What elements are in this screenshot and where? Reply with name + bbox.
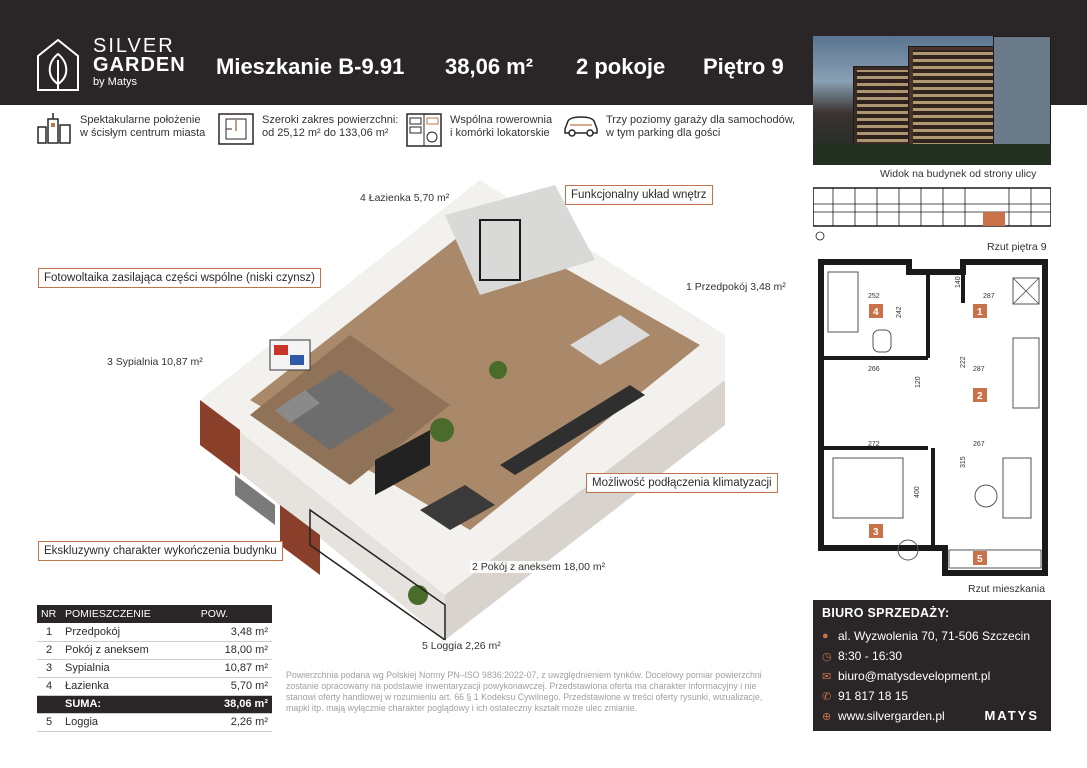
row-area: 3,48 m² [197, 623, 272, 641]
brand-line2: GARDEN [93, 54, 186, 76]
feature-text2: od 25,12 m² do 133,06 m² [262, 127, 389, 139]
feature-text1: Spektakularne położenie [80, 114, 201, 126]
city-icon [36, 113, 74, 145]
feature-location [80, 114, 205, 140]
phone-icon: ✆ [822, 690, 832, 703]
dimension-label: 222 [960, 356, 967, 368]
row-nr: 1 [37, 623, 61, 641]
dimension-label: 315 [960, 456, 967, 468]
row-room: Sypialnia [61, 659, 197, 677]
room-number-badge: 3 [873, 527, 879, 538]
room-label-loggia: 5 Loggia 2,26 m² [422, 640, 501, 652]
globe-icon: ⊕ [822, 710, 832, 723]
dimension-label: 120 [915, 376, 922, 388]
room-number-badge: 4 [873, 307, 879, 318]
dimension-label: 252 [868, 293, 880, 300]
room-number-badge: 1 [977, 307, 983, 318]
table-sum-row [37, 695, 272, 713]
room-label-bath: 4 Łazienka 5,70 m² [360, 192, 450, 204]
apartment-area: 38,06 m² [445, 54, 534, 79]
sum-value: 38,06 m² [197, 695, 272, 713]
unit-caption: Rzut mieszkania [968, 583, 1046, 595]
bicycle-storage-icon [406, 113, 442, 147]
row-nr: 2 [37, 641, 61, 659]
dimension-label: 267 [973, 441, 985, 448]
row-nr: 5 [37, 713, 61, 731]
sales-office-box [813, 600, 1051, 731]
office-address: al. Wyzwolenia 70, 71-506 Szczecin [838, 629, 1030, 643]
matys-logo: MATYS [984, 708, 1039, 723]
table-header-area: POW. [197, 605, 272, 623]
room-label-bedroom: 3 Sypialnia 10,87 m² [107, 356, 203, 368]
feature-bike-room [450, 114, 552, 140]
callout-layout: Funkcjonalny układ wnętrz [565, 185, 713, 205]
row-area: 5,70 m² [197, 677, 272, 695]
dimension-label: 272 [868, 441, 880, 448]
row-room: Pokój z aneksem [61, 641, 197, 659]
apartment-id: Mieszkanie B-9.91 [216, 54, 405, 79]
unit-floor-plan [813, 258, 1051, 583]
dimension-label: 242 [896, 306, 903, 318]
office-email[interactable]: biuro@matysdevelopment.pl [838, 669, 991, 683]
building-photo [813, 36, 1051, 165]
row-room: Łazienka [61, 677, 197, 695]
dimension-label: 266 [868, 366, 880, 373]
feature-text2: w ścisłym centrum miasta [80, 127, 206, 139]
disclaimer-note: Powierzchnia podana wg Polskiej Normy PN–ISO 9836:2022-07, z uwzględnieniem tynków. Docelowy pomiar powierzchni zostanie opracowany na podstawie inwentaryzacji powykonawczej. Przedstawiona oferta ma charakter informacyjny i nie stanowi oferty handlowej w rozumieniu art. 66 § 1 Kodeksu Cywilnego. Przedstawione w treści oferty rysunki, wizualizacje, mapki itp. mają wyłącznie charakter poglądowy i ich ostateczny kształt może ulec zmianie. [286, 670, 763, 713]
room-label-living: 2 Pokój z aneksem 18,00 m² [472, 561, 606, 573]
row-room: Przedpokój [61, 623, 197, 641]
location-pin-icon: ● [822, 630, 829, 642]
office-hours: 8:30 - 16:30 [838, 649, 903, 663]
row-nr: 3 [37, 659, 61, 677]
feature-area-range [262, 114, 398, 140]
room-area-table [37, 605, 272, 732]
envelope-icon: ✉ [822, 670, 832, 683]
callout-ac: Możliwość podłączenia klimatyzacji [586, 473, 778, 493]
room-number-badge: 2 [977, 391, 983, 402]
clock-icon: ◷ [822, 650, 832, 663]
table-row [37, 713, 272, 731]
feature-text2: w tym parking dla gości [606, 127, 721, 139]
feature-text1: Wspólna rowerownia [450, 114, 553, 126]
row-room: Loggia [61, 713, 197, 731]
table-row [37, 623, 272, 641]
row-area: 18,00 m² [197, 641, 272, 659]
apartment-rooms: 2 pokoje [576, 54, 666, 79]
floor-caption: Rzut piętra 9 [987, 241, 1047, 253]
row-area: 10,87 m² [197, 659, 272, 677]
table-row [37, 677, 272, 695]
sum-label: SUMA: [61, 695, 197, 713]
callout-solar: Fotowoltaika zasilająca części wspólne (niski czynsz) [38, 268, 321, 288]
table-header-nr: NR [37, 605, 61, 623]
floor-plan-overview [813, 186, 1051, 242]
dimension-label: 287 [973, 366, 985, 373]
dimension-label: 400 [914, 486, 921, 498]
floorplan-icon [218, 113, 254, 145]
office-web[interactable]: www.silvergarden.pl [838, 709, 945, 723]
dimension-label: 287 [983, 293, 995, 300]
brand-line3: by Matys [93, 76, 138, 88]
room-number-badge: 5 [977, 554, 983, 565]
table-header-room: POMIESZCZENIE [61, 605, 197, 623]
brand-line1: SILVER [93, 35, 175, 57]
dimension-label: 140 [955, 276, 962, 288]
feature-text1: Szeroki zakres powierzchni: [262, 114, 399, 126]
car-icon [562, 113, 600, 137]
silver-garden-logo [36, 36, 80, 92]
row-area: 2,26 m² [197, 713, 272, 731]
office-phone[interactable]: 91 817 18 15 [838, 689, 909, 703]
feature-text2: i komórki lokatorskie [450, 127, 550, 139]
room-label-hall: 1 Przedpokój 3,48 m² [686, 281, 786, 293]
row-nr: 4 [37, 677, 61, 695]
table-row [37, 641, 272, 659]
table-row [37, 659, 272, 677]
apartment-floor: Piętro 9 [703, 54, 784, 79]
apartment-3d-visualization [180, 175, 750, 645]
callout-exclusive: Ekskluzywny charakter wykończenia budynku [38, 541, 283, 561]
feature-text1: Trzy poziomy garaży dla samochodów, [606, 114, 796, 126]
office-title: BIURO SPRZEDAŻY: [822, 606, 950, 620]
photo-caption: Widok na budynek od strony ulicy [880, 168, 1037, 180]
feature-garage [606, 114, 795, 140]
brand-name [93, 37, 186, 89]
